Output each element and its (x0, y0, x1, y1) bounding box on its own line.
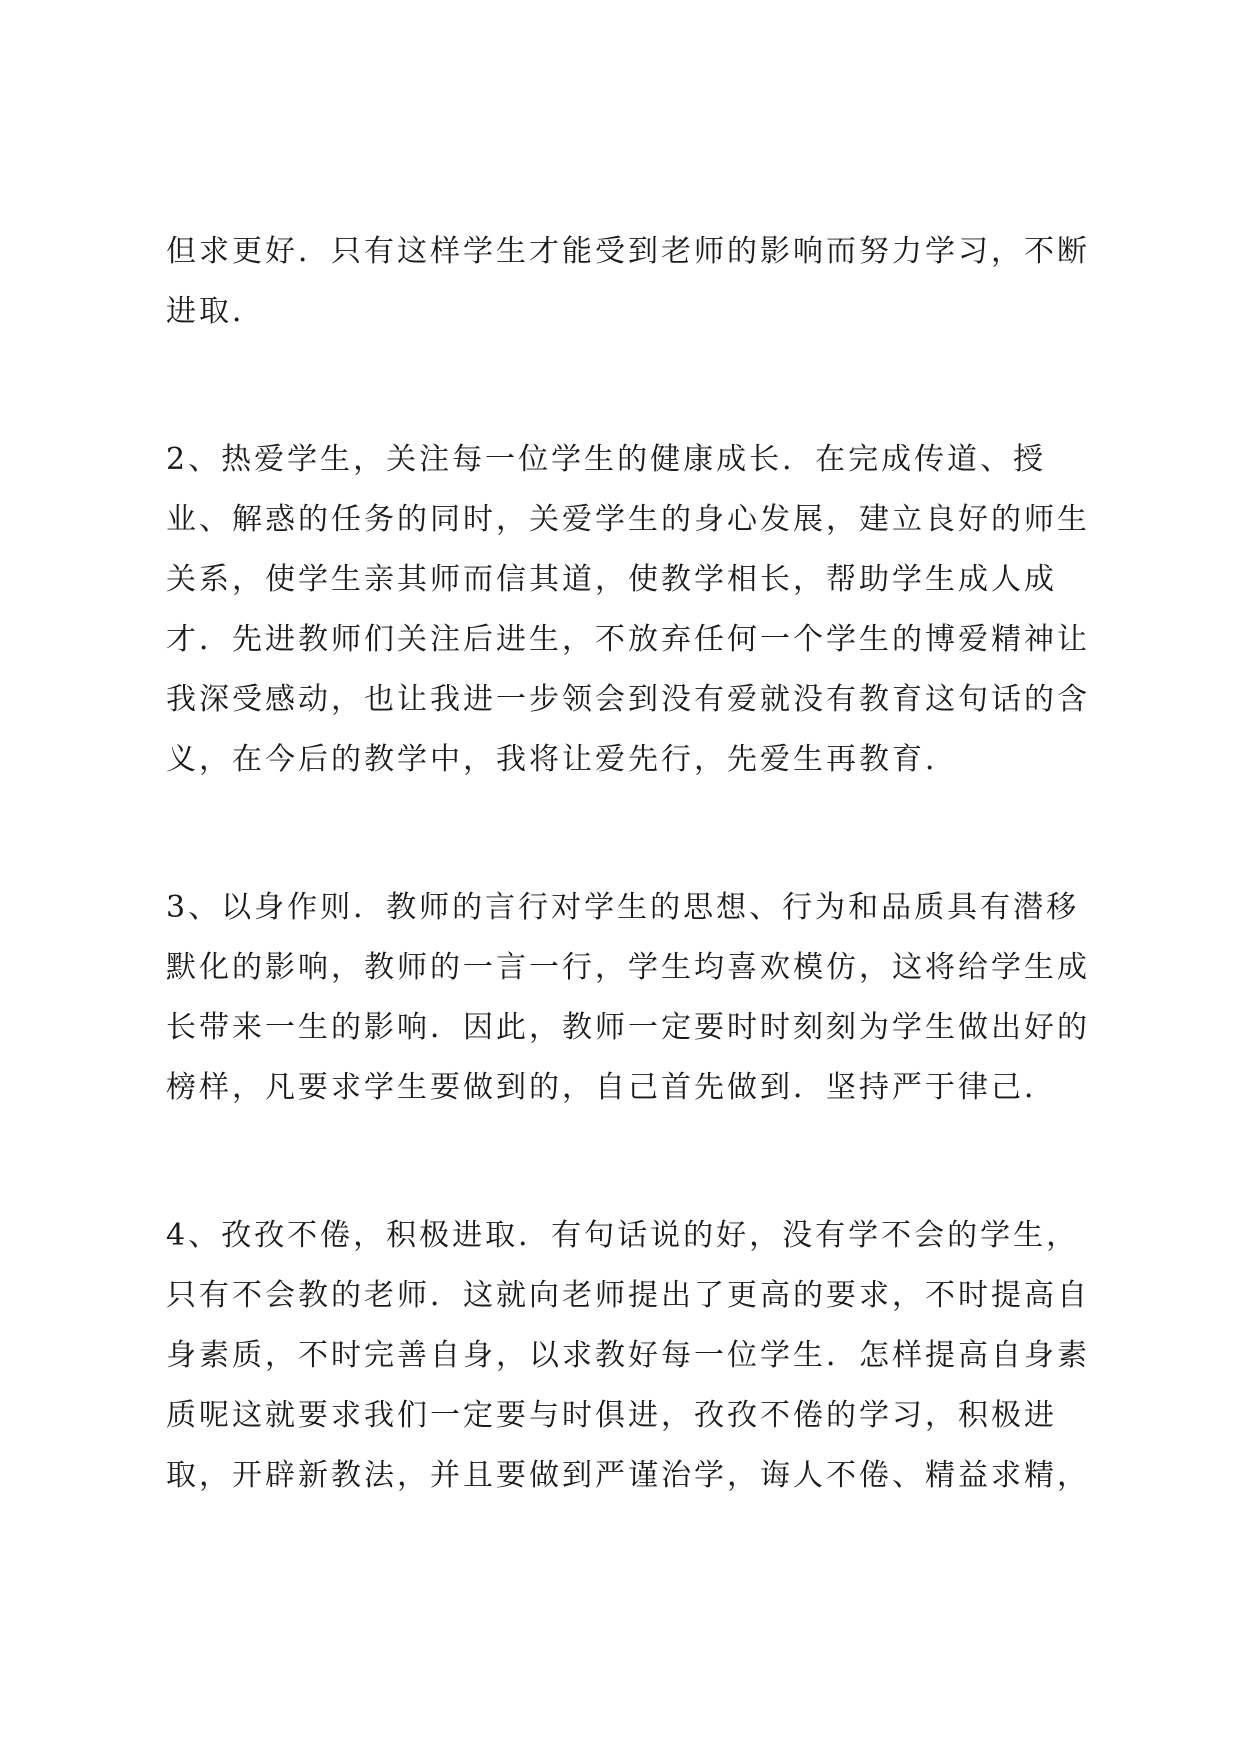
paragraph-2 (166, 430, 1096, 790)
text-line: 只有不会教的老师．这就向老师提出了更高的要求，不时提高自 (166, 1278, 1090, 1313)
paragraph-gap (166, 790, 1096, 878)
paragraph-1 (166, 222, 1096, 342)
text-line: 才．先进教师们关注后进生，不放弃任何一个学生的博爱精神让 (166, 622, 1090, 657)
paragraph-3 (166, 878, 1096, 1118)
paragraph-gap (166, 342, 1096, 430)
paragraph-4 (166, 1206, 1096, 1506)
text-line: 3、以身作则．教师的言行对学生的思想、行为和品质具有潜移 (166, 890, 1080, 925)
text-line: 但求更好．只有这样学生才能受到老师的影响而努力学习，不断 (166, 234, 1090, 269)
text-line: 我深受感动，也让我进一步领会到没有爱就没有教育这句话的含 (166, 682, 1090, 717)
text-line: 进取． (166, 294, 265, 329)
text-line: 质呢这就要求我们一定要与时俱进，孜孜不倦的学习，积极进 (166, 1398, 1057, 1433)
paragraph-gap (166, 1118, 1096, 1206)
text-line: 业、解惑的任务的同时，关爱学生的身心发展，建立良好的师生 (166, 502, 1090, 537)
text-line: 榜样，凡要求学生要做到的，自己首先做到．坚持严于律己． (166, 1070, 1057, 1105)
text-line: 4、孜孜不倦，积极进取．有句话说的好，没有学不会的学生， (166, 1218, 1080, 1253)
document-body (166, 222, 1096, 1506)
text-line: 身素质，不时完善自身，以求教好每一位学生．怎样提高自身素 (166, 1338, 1090, 1373)
text-line: 取，开辟新教法，并且要做到严谨治学，诲人不倦、精益求精， (166, 1458, 1090, 1493)
text-line: 默化的影响，教师的一言一行，学生均喜欢模仿，这将给学生成 (166, 950, 1090, 985)
text-line: 义，在今后的教学中，我将让爱先行，先爱生再教育． (166, 742, 958, 777)
text-line: 2、热爱学生，关注每一位学生的健康成长．在完成传道、授 (166, 442, 1047, 477)
text-line: 关系，使学生亲其师而信其道，使教学相长，帮助学生成人成 (166, 562, 1057, 597)
text-line: 长带来一生的影响．因此，教师一定要时时刻刻为学生做出好的 (166, 1010, 1090, 1045)
